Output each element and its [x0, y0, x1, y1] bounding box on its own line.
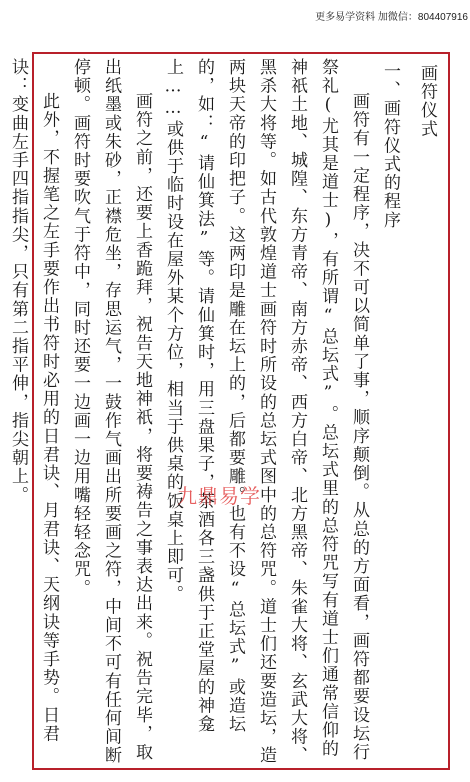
watermark-text: 九鼎易学	[177, 484, 261, 508]
document-page	[8, 58, 444, 765]
paragraph-1: 画符有一定程序，决不可以简单了事，顺序颠倒。从总的方面看，画符都要设坛行祭礼(尤其是道士)，有所谓“总坛式”。总坛式里的总符咒写有道士们通常信仰的神祇土地、城隍、东方青帝、南方赤帝、西方白帝、北方黑帝、朱雀大将、玄武大将、黑杀大将等。如古代敦煌道士画符时所设的总坛式图中的总符咒。道士们还要造坛，造两块天帝的印把子。这两印是雕在坛上的，后都要雕。也有不设“总坛式”或造坛的，如：“请仙箕法”等。请仙箕时，用三盘果子，茶酒各三盏供于正堂屋的神龛上……或供于临时设在屋外某个方位，相当于供桌的饭桌上即可。	[163, 58, 369, 765]
document-title: 画符仪式	[417, 64, 437, 139]
header-contact-text: 更多易学资料 加微信：804407916	[315, 12, 468, 23]
page-header	[0, 0, 470, 32]
vertical-text-column	[2, 58, 444, 768]
document-frame	[8, 52, 450, 770]
paragraph-2: 画符之前，还要上香跪拜，祝告天地神祇，将要祷告之事表达出来。祝告完毕，取出纸墨或朱砂，正襟危坐，存思运气，一鼓作气画出所要画之符，中间不可有任何间断停顿。画符时要吹气于符中，同时还要一边画一边用嘴轻轻念咒。	[70, 58, 152, 765]
paragraph-3: 此外，不握笔之左手要作出书符时必用的日君诀、月君诀、天纲诀等手势。日君诀：变曲左手四指指尖，只有第二指平伸，指尖朝上。	[8, 58, 59, 743]
section-heading: 一、画符仪式的程序	[380, 62, 400, 230]
